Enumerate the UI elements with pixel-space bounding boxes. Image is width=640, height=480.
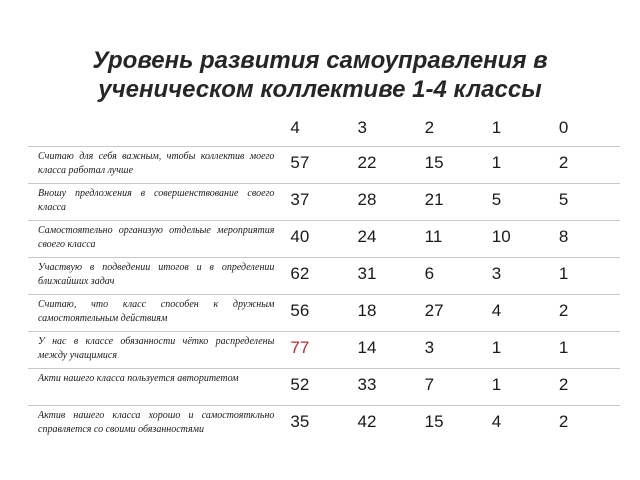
- cell-value: 56: [290, 301, 310, 320]
- table-row: [28, 369, 620, 406]
- cell-value: 42: [357, 412, 377, 431]
- cell-value: 24: [357, 227, 377, 246]
- cell-value: 31: [357, 264, 377, 283]
- cell-value: 5: [491, 190, 502, 209]
- row-label: Самостоятельно организую отдельые мероприятия своего класса: [38, 225, 275, 250]
- cell-value: 15: [424, 153, 444, 172]
- cell-value: 2: [558, 412, 569, 431]
- cell-value: 8: [558, 227, 569, 246]
- title-line-2: ученическом коллективе 1-4 классы: [98, 76, 542, 104]
- column-header: 0: [558, 118, 569, 137]
- row-label: Считаю, что класс способен к дружным самостоятельным действиям: [38, 299, 275, 324]
- cell-value: 22: [357, 153, 377, 172]
- column-header: 1: [491, 118, 502, 137]
- table-row: [28, 184, 620, 221]
- column-header: 2: [424, 118, 435, 137]
- cell-value: 57: [290, 153, 310, 172]
- row-label: Акти нашего класса пользуется авторитетом: [38, 373, 239, 384]
- cell-value: 1: [558, 264, 569, 283]
- table-row: [28, 406, 620, 454]
- cell-value: 4: [491, 412, 502, 431]
- cell-value: 62: [290, 264, 310, 283]
- header-blank: [28, 110, 284, 147]
- cell-value: 7: [424, 375, 435, 394]
- cell-value: 18: [357, 301, 377, 320]
- cell-value: 27: [424, 301, 444, 320]
- row-label: Считаю для себя важным, чтобы коллектив моего класса работал лучше: [38, 151, 275, 176]
- survey-table: [28, 110, 620, 454]
- cell-value: 4: [491, 301, 502, 320]
- cell-value: 2: [558, 375, 569, 394]
- cell-value: 28: [357, 190, 377, 209]
- cell-value: 21: [424, 190, 444, 209]
- cell-value: 2: [558, 301, 569, 320]
- table-row: [28, 221, 620, 258]
- column-header: 4: [290, 118, 300, 137]
- cell-value: 1: [558, 338, 569, 357]
- cell-value: 3: [424, 338, 435, 357]
- table-row: [28, 332, 620, 369]
- cell-value: 1: [491, 153, 502, 172]
- cell-value: 15: [424, 412, 444, 431]
- cell-value: 11: [424, 227, 443, 246]
- cell-value: 1: [491, 338, 502, 357]
- cell-value: 1: [491, 375, 502, 394]
- cell-value-highlighted: 77: [290, 338, 310, 357]
- cell-value: 52: [290, 375, 310, 394]
- cell-value: 33: [357, 375, 377, 394]
- cell-value: 2: [558, 153, 569, 172]
- cell-value: 6: [424, 264, 435, 283]
- column-header: 3: [357, 118, 367, 137]
- cell-value: 14: [357, 338, 377, 357]
- table-header: [28, 110, 620, 147]
- cell-value: 40: [290, 227, 310, 246]
- title-line-1: Уровень развития самоуправления в: [92, 47, 548, 75]
- row-label: Вношу предложения в совершенствование своего класса: [38, 188, 275, 213]
- table-row: [28, 295, 620, 332]
- row-label: Участвую в подведении итогов и в определении ближайших задач: [38, 262, 275, 287]
- cell-value: 5: [558, 190, 569, 209]
- row-label: Актив нашего класса хорошо и самостояткльно справляется со своими обязанностями: [38, 410, 275, 435]
- cell-value: 37: [290, 190, 310, 209]
- row-label: У нас в классе обязанности чётко распределены между учащимися: [38, 336, 275, 361]
- table-row: [28, 147, 620, 184]
- cell-value: 10: [491, 227, 511, 246]
- table-row: [28, 258, 620, 295]
- cell-value: 35: [290, 412, 310, 431]
- cell-value: 3: [491, 264, 502, 283]
- page-title: [40, 46, 600, 104]
